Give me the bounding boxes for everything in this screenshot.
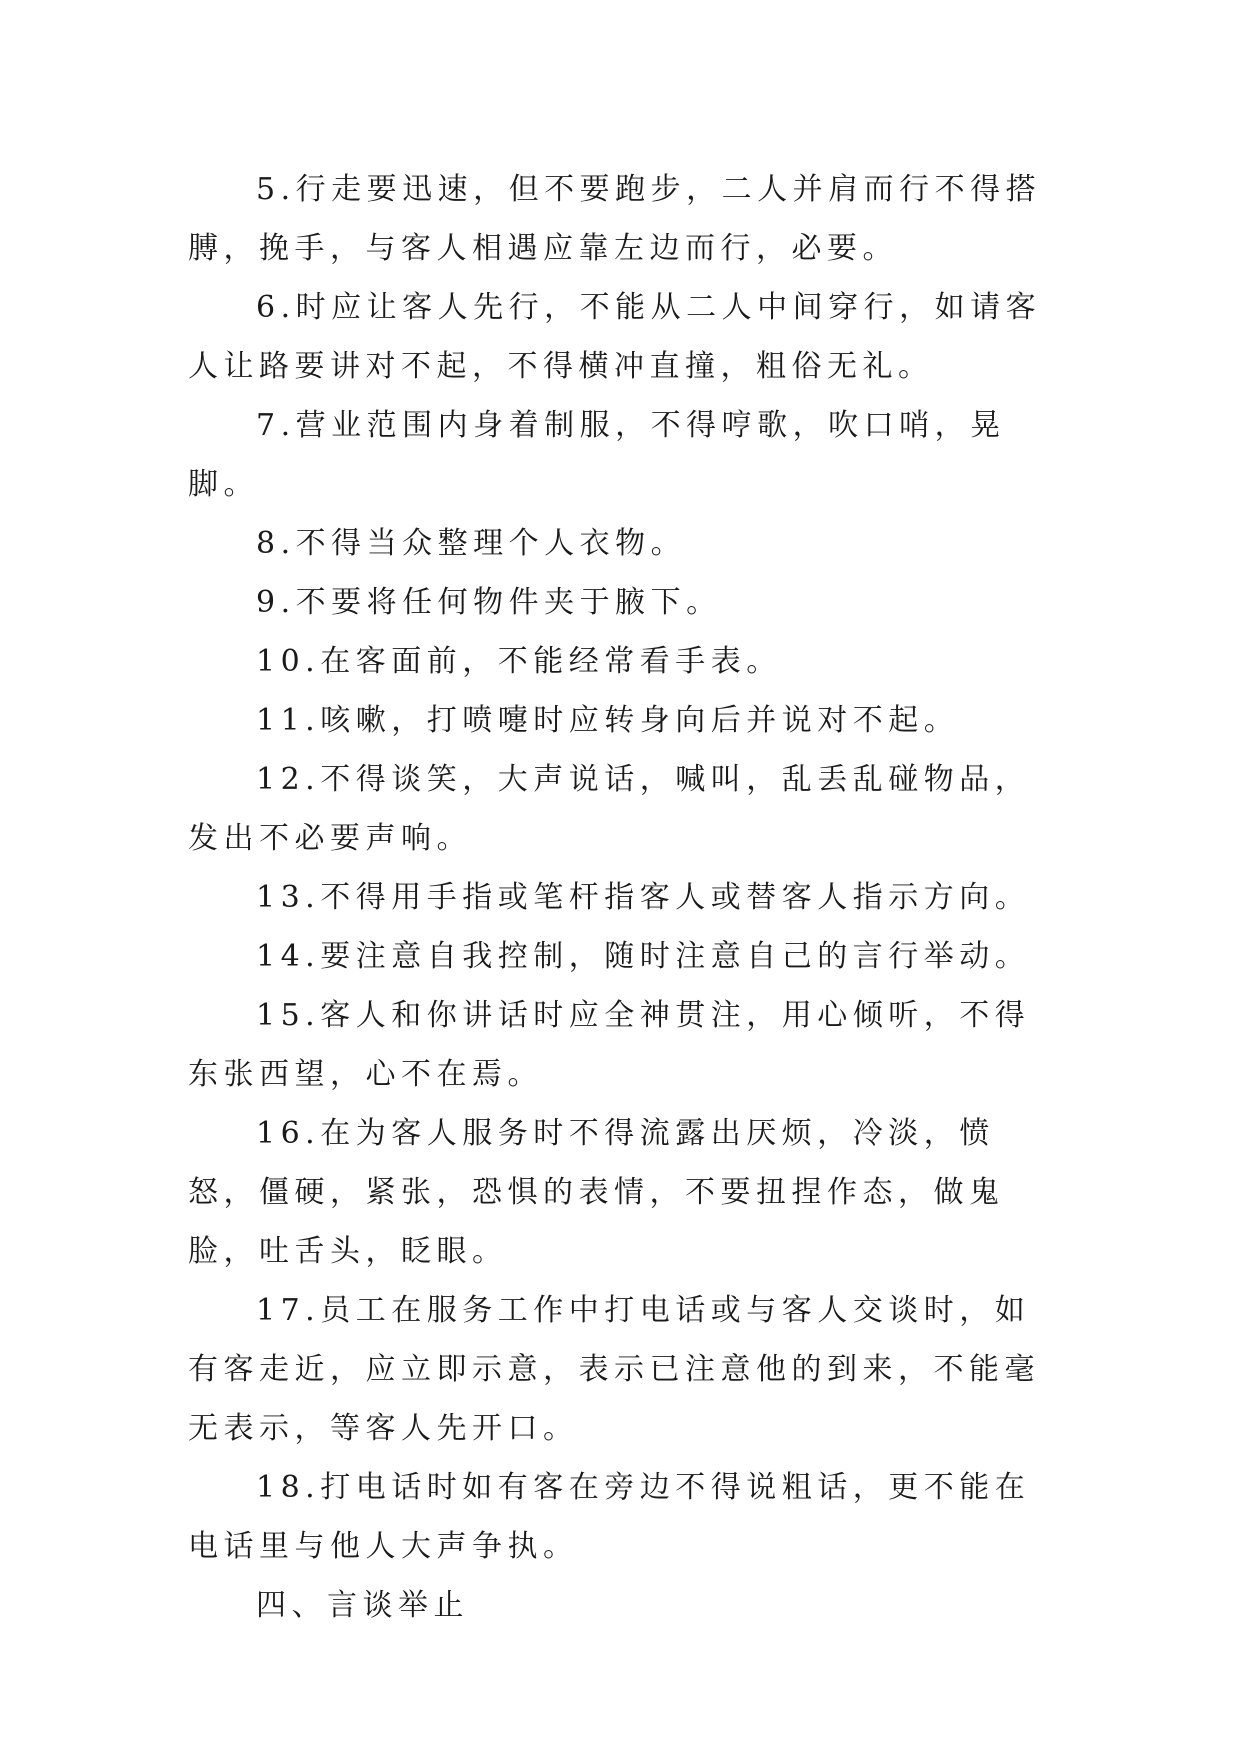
paragraph-item-18: 18.打电话时如有客在旁边不得说粗话，更不能在电话里与他人大声争执。 [188, 1470, 1031, 1564]
paragraph-item-11: 11.咳嗽，打喷嚏时应转身向后并说对不起。 [256, 703, 960, 738]
paragraph-item-14: 14.要注意自我控制，随时注意自己的言行举动。 [256, 939, 1031, 974]
paragraph-item-12: 12.不得谈笑，大声说话，喊叫，乱丢乱碰物品，发出不必要声响。 [188, 762, 1031, 856]
paragraph-item-6: 6.时应让客人先行，不能从二人中间穿行，如请客人让路要讲对不起，不得横冲直撞，粗俗无礼。 [188, 290, 1042, 384]
paragraph-item-7: 7.营业范围内身着制服，不得哼歌，吹口哨，晃脚。 [188, 408, 1006, 502]
document-body [188, 160, 1063, 1635]
section-heading: 四、言谈举止 [256, 1588, 469, 1623]
paragraph-item-15: 15.客人和你讲话时应全神贯注，用心倾听，不得东张西望，心不在焉。 [188, 998, 1031, 1092]
paragraph-item-8: 8.不得当众整理个人衣物。 [256, 526, 687, 561]
paragraph-item-16: 16.在为客人服务时不得流露出厌烦，冷淡，愤怒，僵硬，紧张，恐惧的表情，不要扭捏作态，做鬼脸，吐舌头，眨眼。 [188, 1116, 1005, 1269]
paragraph-item-13: 13.不得用手指或笔杆指客人或替客人指示方向。 [256, 880, 1031, 915]
paragraph-item-5: 5.行走要迅速，但不要跑步，二人并肩而行不得搭膊，挽手，与客人相遇应靠左边而行，必要。 [188, 172, 1042, 266]
paragraph-item-9: 9.不要将任何物件夹于腋下。 [256, 585, 722, 620]
paragraph-item-17: 17.员工在服务工作中打电话或与客人交谈时，如有客走近，应立即示意，表示已注意他的到来，不能毫无表示，等客人先开口。 [188, 1293, 1040, 1446]
paragraph-item-10: 10.在客面前，不能经常看手表。 [256, 644, 782, 679]
